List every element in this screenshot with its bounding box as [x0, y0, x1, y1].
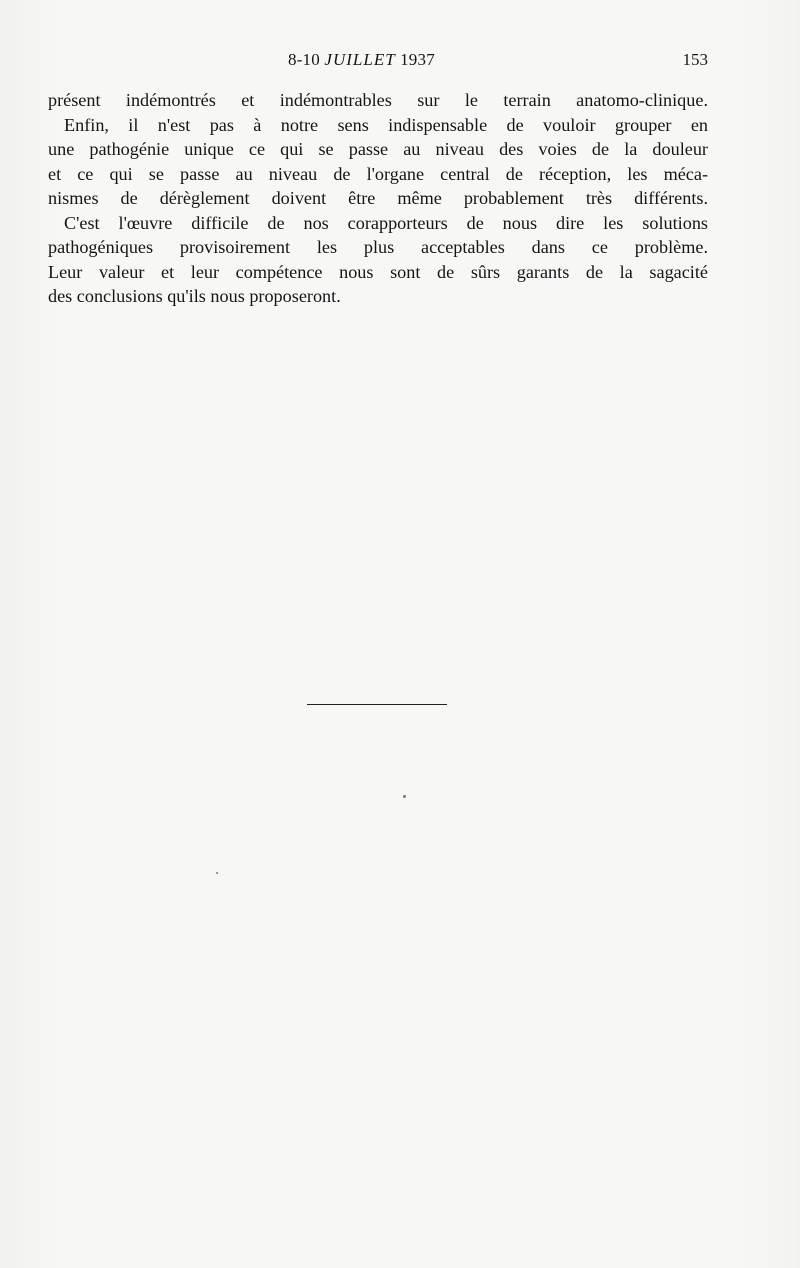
paragraph-3-line-2: pathogéniques provisoirement les plus acceptables dans ce problème.: [48, 237, 708, 257]
paragraph-2-line-1: Enfin, il n'est pas à notre sens indispensable de vouloir grouper en: [64, 114, 708, 135]
running-header: [48, 50, 708, 80]
scan-speck: [216, 872, 218, 874]
running-title: [288, 50, 435, 70]
paragraph-2-line-3: et ce qui se passe au niveau de l'organe central de réception, les méca-: [48, 163, 708, 184]
running-title-year: 1937: [395, 50, 435, 69]
paragraph-2-line-4: nismes de dérèglement doivent être même probablement très différents.: [48, 188, 708, 208]
paragraph-1-line-1: présent indémontrés et indémontrables sur le terrain anatomo-clinique.: [48, 90, 708, 110]
paragraph-3-line-4: des conclusions qu'ils nous proposeront.: [48, 286, 341, 306]
paragraph-3-line-3: Leur valeur et leur compétence nous sont de sûrs garants de la sagacité: [48, 261, 708, 282]
page-number: 153: [682, 50, 708, 69]
scan-speck: [403, 795, 406, 798]
running-title-month: JUILLET: [324, 50, 396, 69]
paragraph-3-line-1: C'est l'œuvre difficile de nos corapporteurs de nous dire les solutions: [64, 212, 708, 233]
paragraph-2-line-2: une pathogénie unique ce qui se passe au niveau des voies de la douleur: [48, 139, 708, 159]
running-title-prefix: 8-10: [288, 50, 325, 69]
section-divider: [307, 704, 447, 705]
body-text: [48, 88, 708, 309]
